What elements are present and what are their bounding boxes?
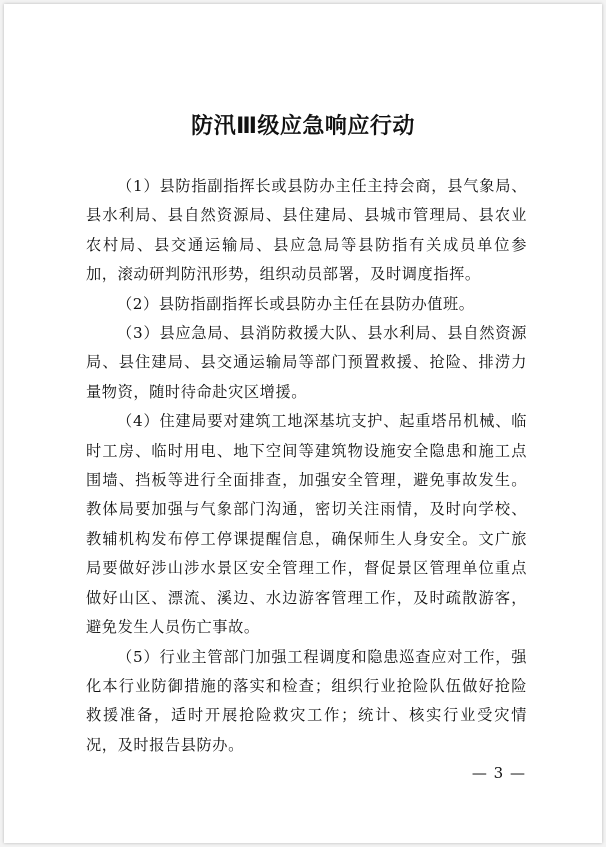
paragraph-1: （1）县防指副指挥长或县防办主任主持会商，县气象局、县水利局、县自然资源局、县住建局、县城市管理局、县农业农村局、县交通运输局、县应急局等县防指有关成员单位参加，滚动研判防汛形势，组织动员部署，及时调度指挥。 [86,177,527,284]
paragraph-4: （4）住建局要对建筑工地深基坑支护、起重塔吊机械、临时工房、临时用电、地下空间等建筑物设施安全隐患和施工点围墙、挡板等进行全面排查，加强安全管理，避免事故发生。教体局要加强与气象部门沟通，密切关注雨情，及时向学校、教辅机构发布停工停课提醒信息，确保师生人身安全。文广旅局要做好涉山涉水景区安全管理工作，督促景区管理单位重点做好山区、漂流、溪边、水边游客管理工作，及时疏散游客，避免发生人员伤亡事故。 [86,412,527,637]
paragraph-3: （3）县应急局、县消防救援大队、县水利局、县自然资源局、县住建局、县交通运输局等部门预置救援、抢险、排涝力量物资，随时待命赴灾区增援。 [86,324,527,401]
paragraph-2: （2）县防指副指挥长或县防办主任在县防办值班。 [117,294,475,313]
document-body [86,172,527,760]
page-number: — 3 — [471,764,526,782]
document-page [4,4,602,843]
paragraph-5: （5）行业主管部门加强工程调度和隐患巡查应对工作，强化本行业防御措施的落实和检查；组织行业抢险队伍做好抢险救援准备，适时开展抢险救灾工作；统计、核实行业受灾情况，及时报告县防办。 [86,647,527,754]
document-title: 防汛Ⅲ级应急响应行动 [191,114,415,139]
